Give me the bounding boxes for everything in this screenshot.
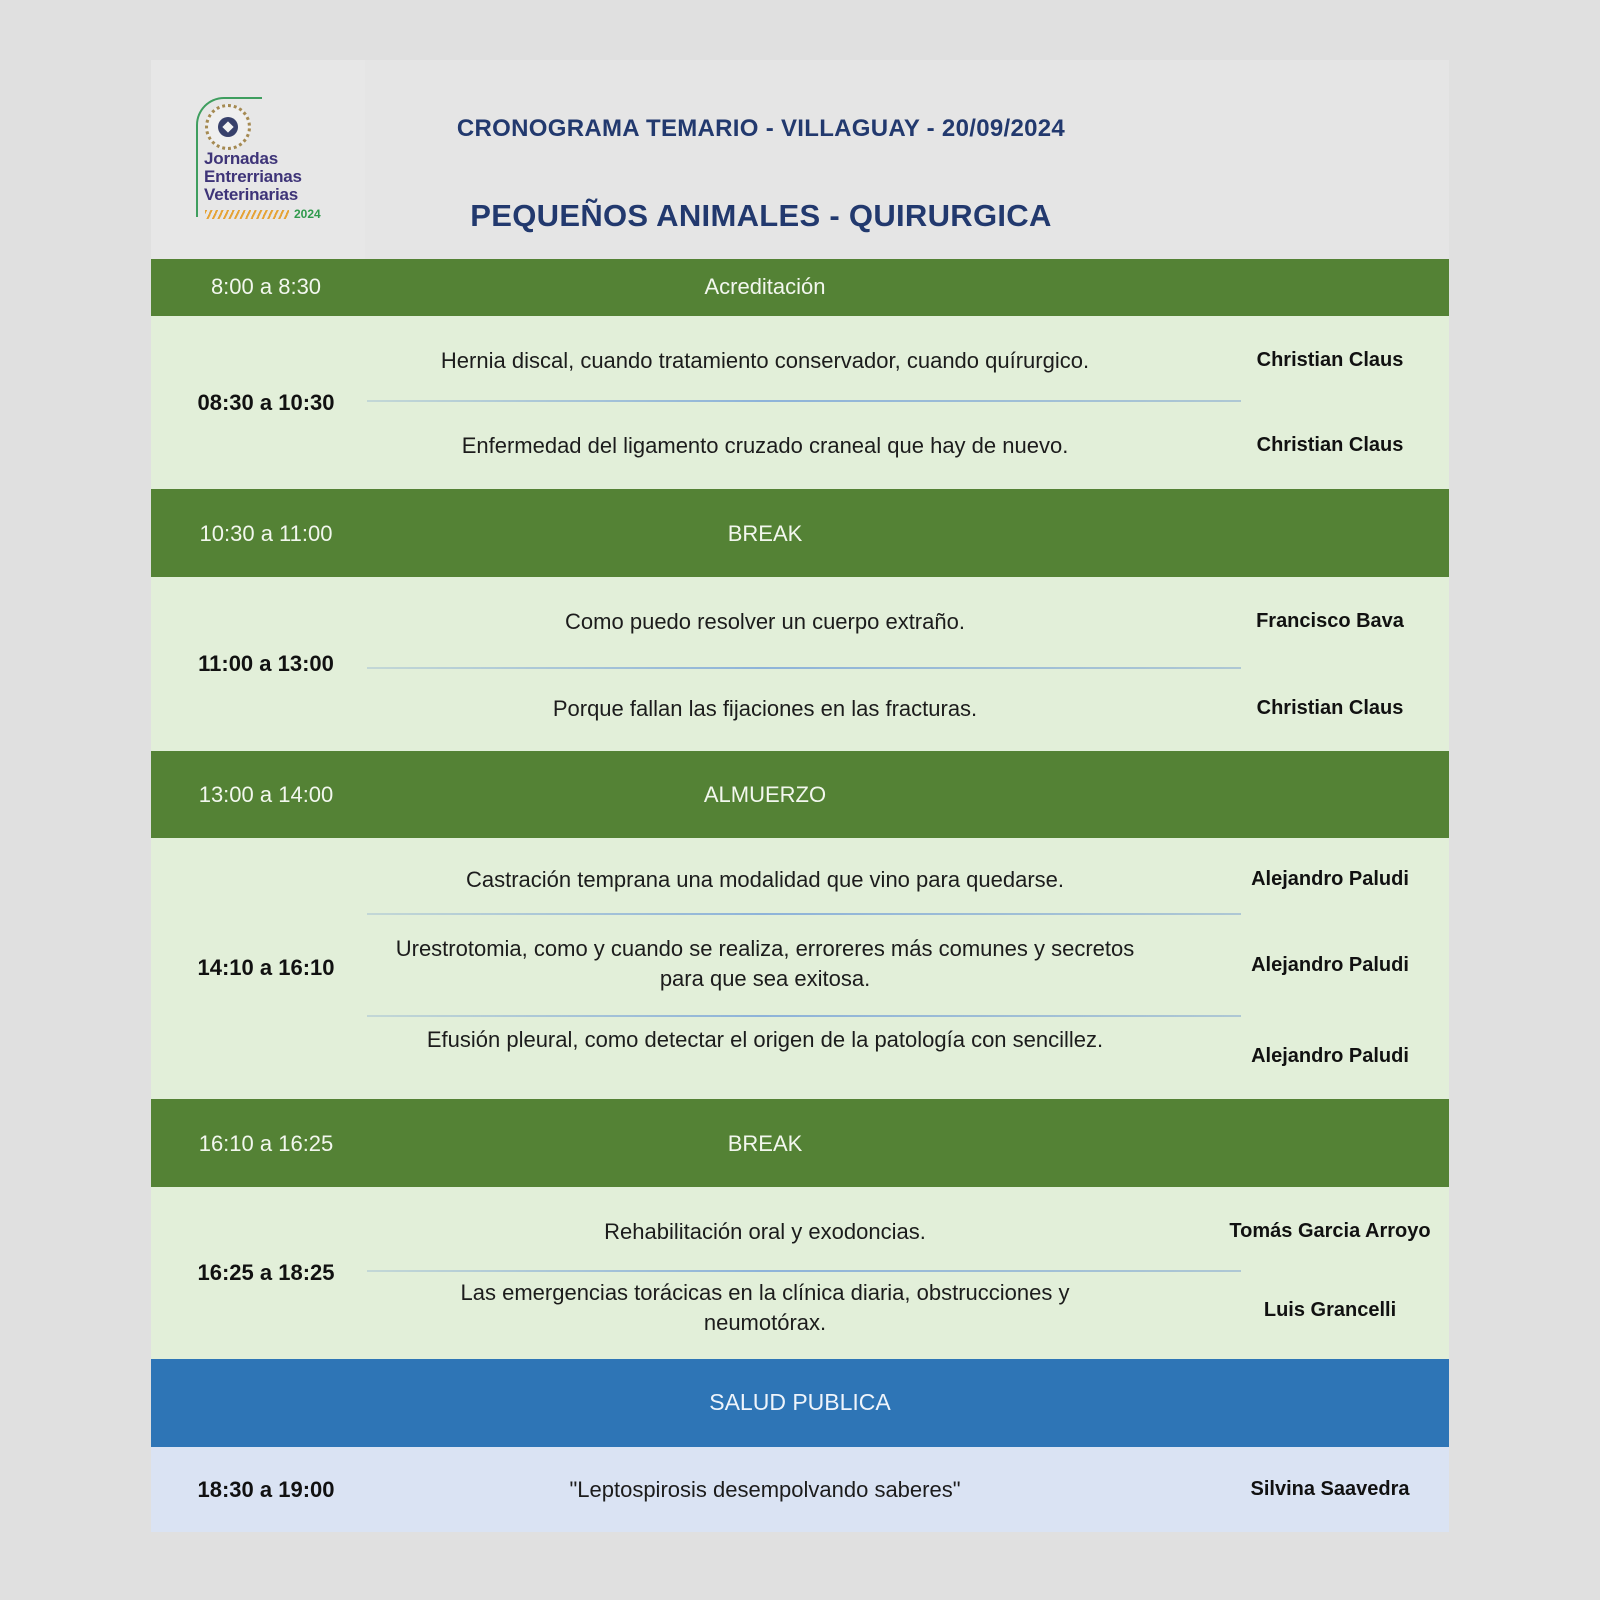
talk-speaker: Luis Grancelli: [1263, 1299, 1397, 1321]
section-bar: [151, 1359, 1449, 1447]
talk-row: [365, 316, 1449, 400]
session-block-1: [151, 316, 1449, 489]
logo-stripes: [205, 210, 289, 219]
session-block-3: [151, 838, 1449, 1099]
talk-row: [365, 577, 1449, 667]
talk-row: [365, 1017, 1449, 1099]
session-block-2: [151, 577, 1449, 751]
session-time: 14:10 a 16:10: [197, 955, 335, 980]
accreditation-label: Acreditación: [704, 274, 826, 299]
section-label: SALUD PUBLICA: [709, 1389, 891, 1415]
talk-topic: Como puedo resolver un cuerpo extraño.: [565, 609, 965, 634]
talk-row: [365, 669, 1449, 751]
talk-speaker: Alejandro Paludi: [1251, 1045, 1409, 1067]
page-title: CRONOGRAMA TEMARIO - VILLAGUAY - 20/09/2024: [456, 115, 1066, 142]
talk-speaker: Christian Claus: [1256, 697, 1404, 719]
break-time: 10:30 a 11:00: [199, 521, 333, 546]
break-bar: [151, 489, 1449, 577]
page-subtitle: PEQUEÑOS ANIMALES - QUIRURGICA: [470, 198, 1052, 233]
lunch-label: ALMUERZO: [703, 782, 827, 807]
schedule-sheet: [151, 60, 1449, 1532]
talk-speaker: Alejandro Paludi: [1251, 954, 1409, 976]
talk-topic: Rehabilitación oral y exodoncias.: [604, 1219, 926, 1244]
logo-line-2: Entrerrianas: [204, 167, 302, 186]
talk-speaker: Tomás Garcia Arroyo: [1229, 1220, 1431, 1242]
break-label: BREAK: [727, 521, 803, 546]
accreditation-bar: [151, 259, 1449, 316]
accreditation-time: 8:00 a 8:30: [210, 274, 322, 299]
talk-row: [365, 915, 1449, 1015]
break-bar: [151, 1099, 1449, 1187]
talk-row: [365, 1187, 1449, 1270]
event-logo: [151, 60, 365, 259]
talk-row: [365, 1272, 1449, 1359]
talk-topic: Efusión pleural, como detectar el origen de la patología con sencillez.: [426, 1027, 1104, 1052]
talk-topic: "Leptospirosis desempolvando saberes": [569, 1477, 961, 1502]
talk-topic: Las emergencias torácicas en la clínica diaria, obstrucciones y neumotórax.: [460, 1280, 1070, 1335]
talk-speaker: Silvina Saavedra: [1250, 1478, 1410, 1500]
talk-topic: Castración temprana una modalidad que vino para quedarse.: [465, 867, 1065, 892]
talk-speaker: Francisco Bava: [1256, 610, 1404, 632]
talk-row: [365, 1447, 1449, 1532]
logo-line-3: Veterinarias: [204, 185, 298, 204]
lunch-time: 13:00 a 14:00: [198, 782, 334, 807]
session-time: 18:30 a 19:00: [197, 1477, 335, 1502]
seal-icon: [205, 104, 251, 150]
talk-speaker: Alejandro Paludi: [1251, 868, 1409, 890]
session-time: 16:25 a 18:25: [197, 1260, 335, 1285]
break-time: 16:10 a 16:25: [198, 1131, 334, 1156]
talk-topic: Hernia discal, cuando tratamiento conservador, cuando quírurgico.: [440, 348, 1090, 373]
talk-topic: Porque fallan las fijaciones en las fracturas.: [552, 696, 978, 721]
talk-speaker: Christian Claus: [1256, 434, 1404, 456]
logo-wordmark: [204, 150, 302, 204]
session-time: 11:00 a 13:00: [198, 651, 334, 676]
logo-line-1: Jornadas: [204, 149, 278, 168]
header: [151, 60, 1449, 259]
session-block-4: [151, 1187, 1449, 1359]
logo-year: 2024: [294, 207, 321, 221]
session-block-5: [151, 1447, 1449, 1532]
talk-speaker: Christian Claus: [1256, 349, 1404, 371]
lunch-bar: [151, 751, 1449, 838]
break-label: BREAK: [727, 1131, 803, 1156]
talk-topic: Enfermedad del ligamento cruzado craneal que hay de nuevo.: [461, 433, 1069, 458]
talk-row: [365, 838, 1449, 913]
session-time: 08:30 a 10:30: [197, 390, 335, 415]
talk-topic: Urestrotomia, como y cuando se realiza, erroreres más comunes y secretos para que sea exitosa.: [395, 936, 1135, 991]
talk-row: [365, 402, 1449, 489]
